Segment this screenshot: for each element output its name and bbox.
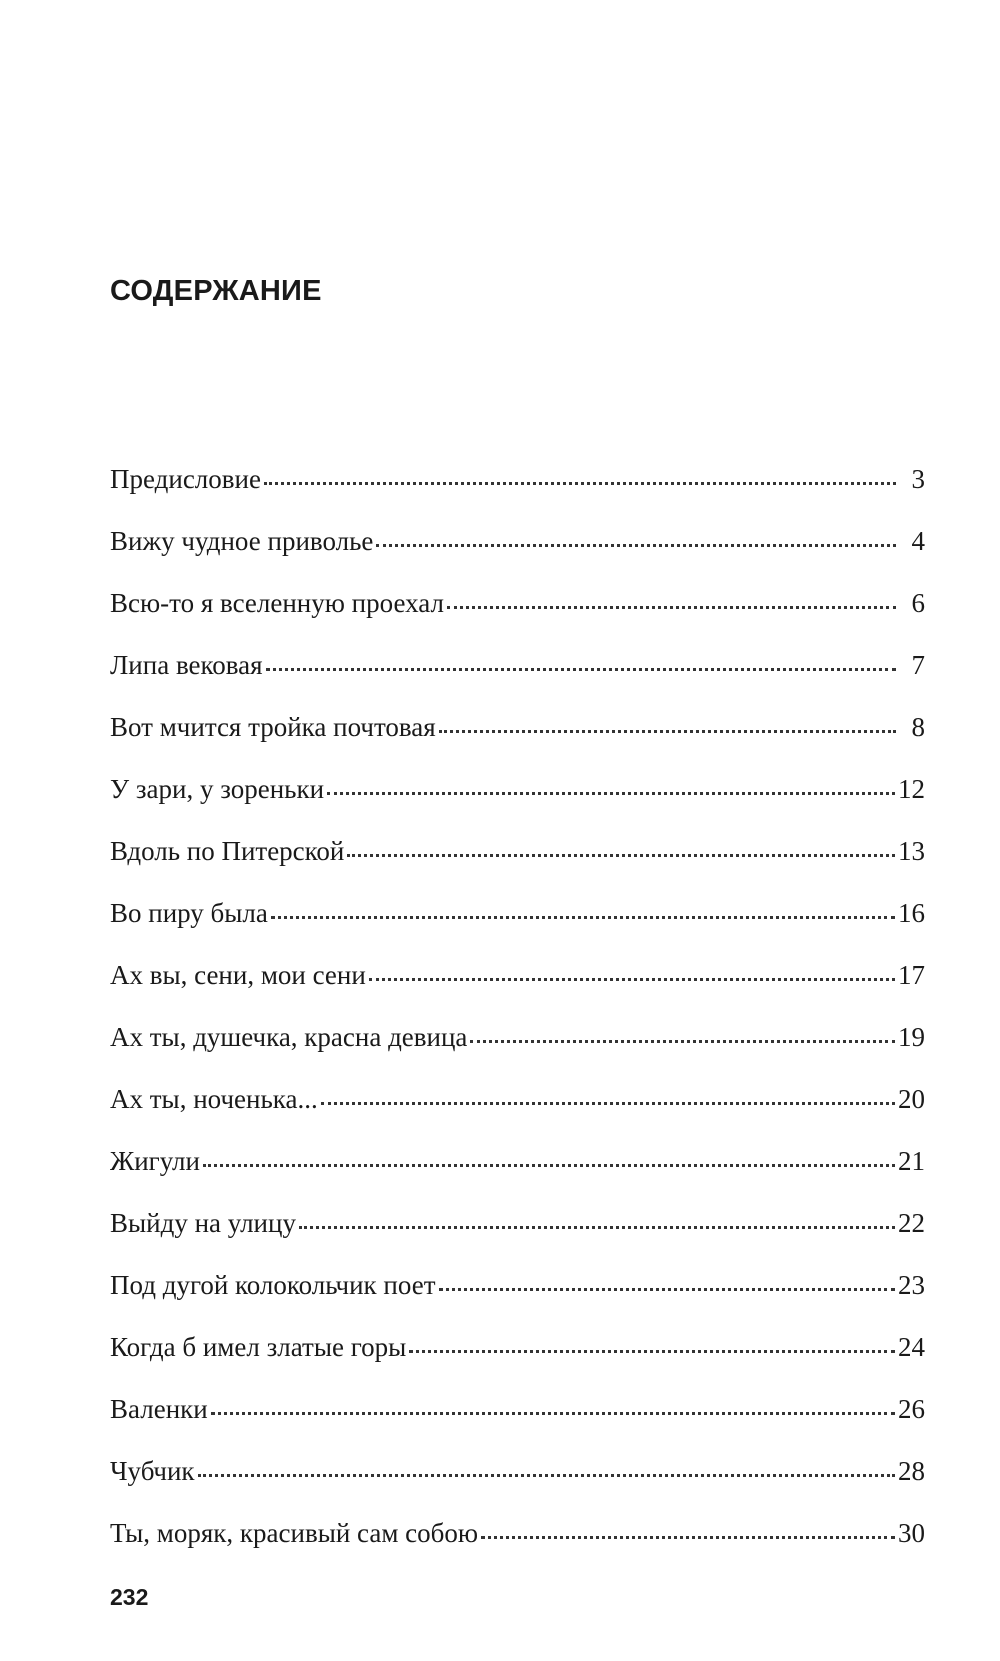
toc-entry: [110, 590, 925, 652]
dot-leader: [264, 482, 896, 485]
toc-entry-page: 4: [911, 526, 925, 556]
dot-leader: [439, 730, 896, 733]
toc-entry-title: Под дугой колокольчик поет: [110, 1270, 436, 1300]
page-title: СОДЕРЖАНИЕ: [110, 275, 322, 308]
dot-leader: [447, 606, 896, 609]
dot-leader: [327, 792, 895, 795]
dot-leader: [376, 544, 896, 547]
toc-entry-page: 28: [898, 1456, 925, 1486]
toc-entry-page: 8: [911, 712, 925, 742]
toc-entry-title: Вот мчится тройка почтовая: [110, 712, 436, 742]
dot-leader: [266, 668, 896, 671]
toc-entry-page: 24: [898, 1332, 925, 1362]
toc-entry-page: 23: [898, 1270, 925, 1300]
dot-leader: [271, 916, 895, 919]
toc-entry: [110, 1210, 925, 1272]
toc-entry-page: 7: [911, 650, 925, 680]
toc-entry-title: Жигули: [110, 1146, 200, 1176]
toc-entry-page: 19: [898, 1022, 925, 1052]
table-of-contents: [110, 466, 925, 1582]
toc-entry-title: Выйду на улицу: [110, 1208, 296, 1238]
toc-entry: [110, 1396, 925, 1458]
toc-entry-title: Вижу чудное приволье: [110, 526, 374, 556]
toc-entry-page: 22: [898, 1208, 925, 1238]
toc-entry: [110, 1458, 925, 1520]
dot-leader: [198, 1474, 895, 1477]
toc-entry-title: У зари, у зореньки: [110, 774, 325, 804]
toc-entry-page: 13: [898, 836, 925, 866]
dot-leader: [211, 1412, 895, 1415]
dot-leader: [321, 1102, 895, 1105]
dot-leader: [470, 1040, 895, 1043]
toc-entry: [110, 1520, 925, 1582]
toc-entry-page: 30: [898, 1518, 925, 1548]
toc-entry: [110, 714, 925, 776]
dot-leader: [481, 1536, 895, 1539]
dot-leader: [369, 978, 895, 981]
dot-leader: [347, 854, 895, 857]
toc-entry-title: Ах вы, сени, мои сени: [110, 960, 366, 990]
toc-entry: [110, 1024, 925, 1086]
toc-entry-page: 12: [898, 774, 925, 804]
toc-entry-title: Всю-то я вселенную проехал: [110, 588, 444, 618]
toc-entry-title: Во пиру была: [110, 898, 268, 928]
toc-entry-page: 21: [898, 1146, 925, 1176]
dot-leader: [439, 1288, 896, 1291]
toc-entry: [110, 528, 925, 590]
toc-entry: [110, 1086, 925, 1148]
dot-leader: [409, 1350, 895, 1353]
toc-entry: [110, 1272, 925, 1334]
toc-entry-title: Ты, моряк, красивый сам собою: [110, 1518, 479, 1548]
toc-entry: [110, 652, 925, 714]
toc-entry: [110, 1148, 925, 1210]
toc-entry: [110, 1334, 925, 1396]
toc-entry-title: Липа вековая: [110, 650, 263, 680]
toc-entry: [110, 838, 925, 900]
toc-entry-page: 26: [898, 1394, 925, 1424]
toc-entry: [110, 466, 925, 528]
toc-entry-title: Чубчик: [110, 1456, 195, 1486]
toc-entry-page: 20: [898, 1084, 925, 1114]
dot-leader: [203, 1164, 895, 1167]
toc-entry-title: Ах ты, душечка, красна девица: [110, 1022, 468, 1052]
toc-entry-page: 16: [898, 898, 925, 928]
toc-entry-title: Предисловие: [110, 464, 261, 494]
page-number: 232: [110, 1584, 149, 1610]
toc-entry: [110, 900, 925, 962]
toc-entry-page: 6: [911, 588, 925, 618]
toc-entry-title: Когда б имел златые горы: [110, 1332, 407, 1362]
dot-leader: [299, 1226, 895, 1229]
toc-entry-title: Валенки: [110, 1394, 208, 1424]
toc-entry-page: 17: [898, 960, 925, 990]
toc-entry: [110, 962, 925, 1024]
toc-entry-title: Ах ты, ноченька...: [110, 1084, 318, 1114]
toc-entry: [110, 776, 925, 838]
toc-entry-page: 3: [911, 464, 925, 494]
toc-entry-title: Вдоль по Питерской: [110, 836, 345, 866]
